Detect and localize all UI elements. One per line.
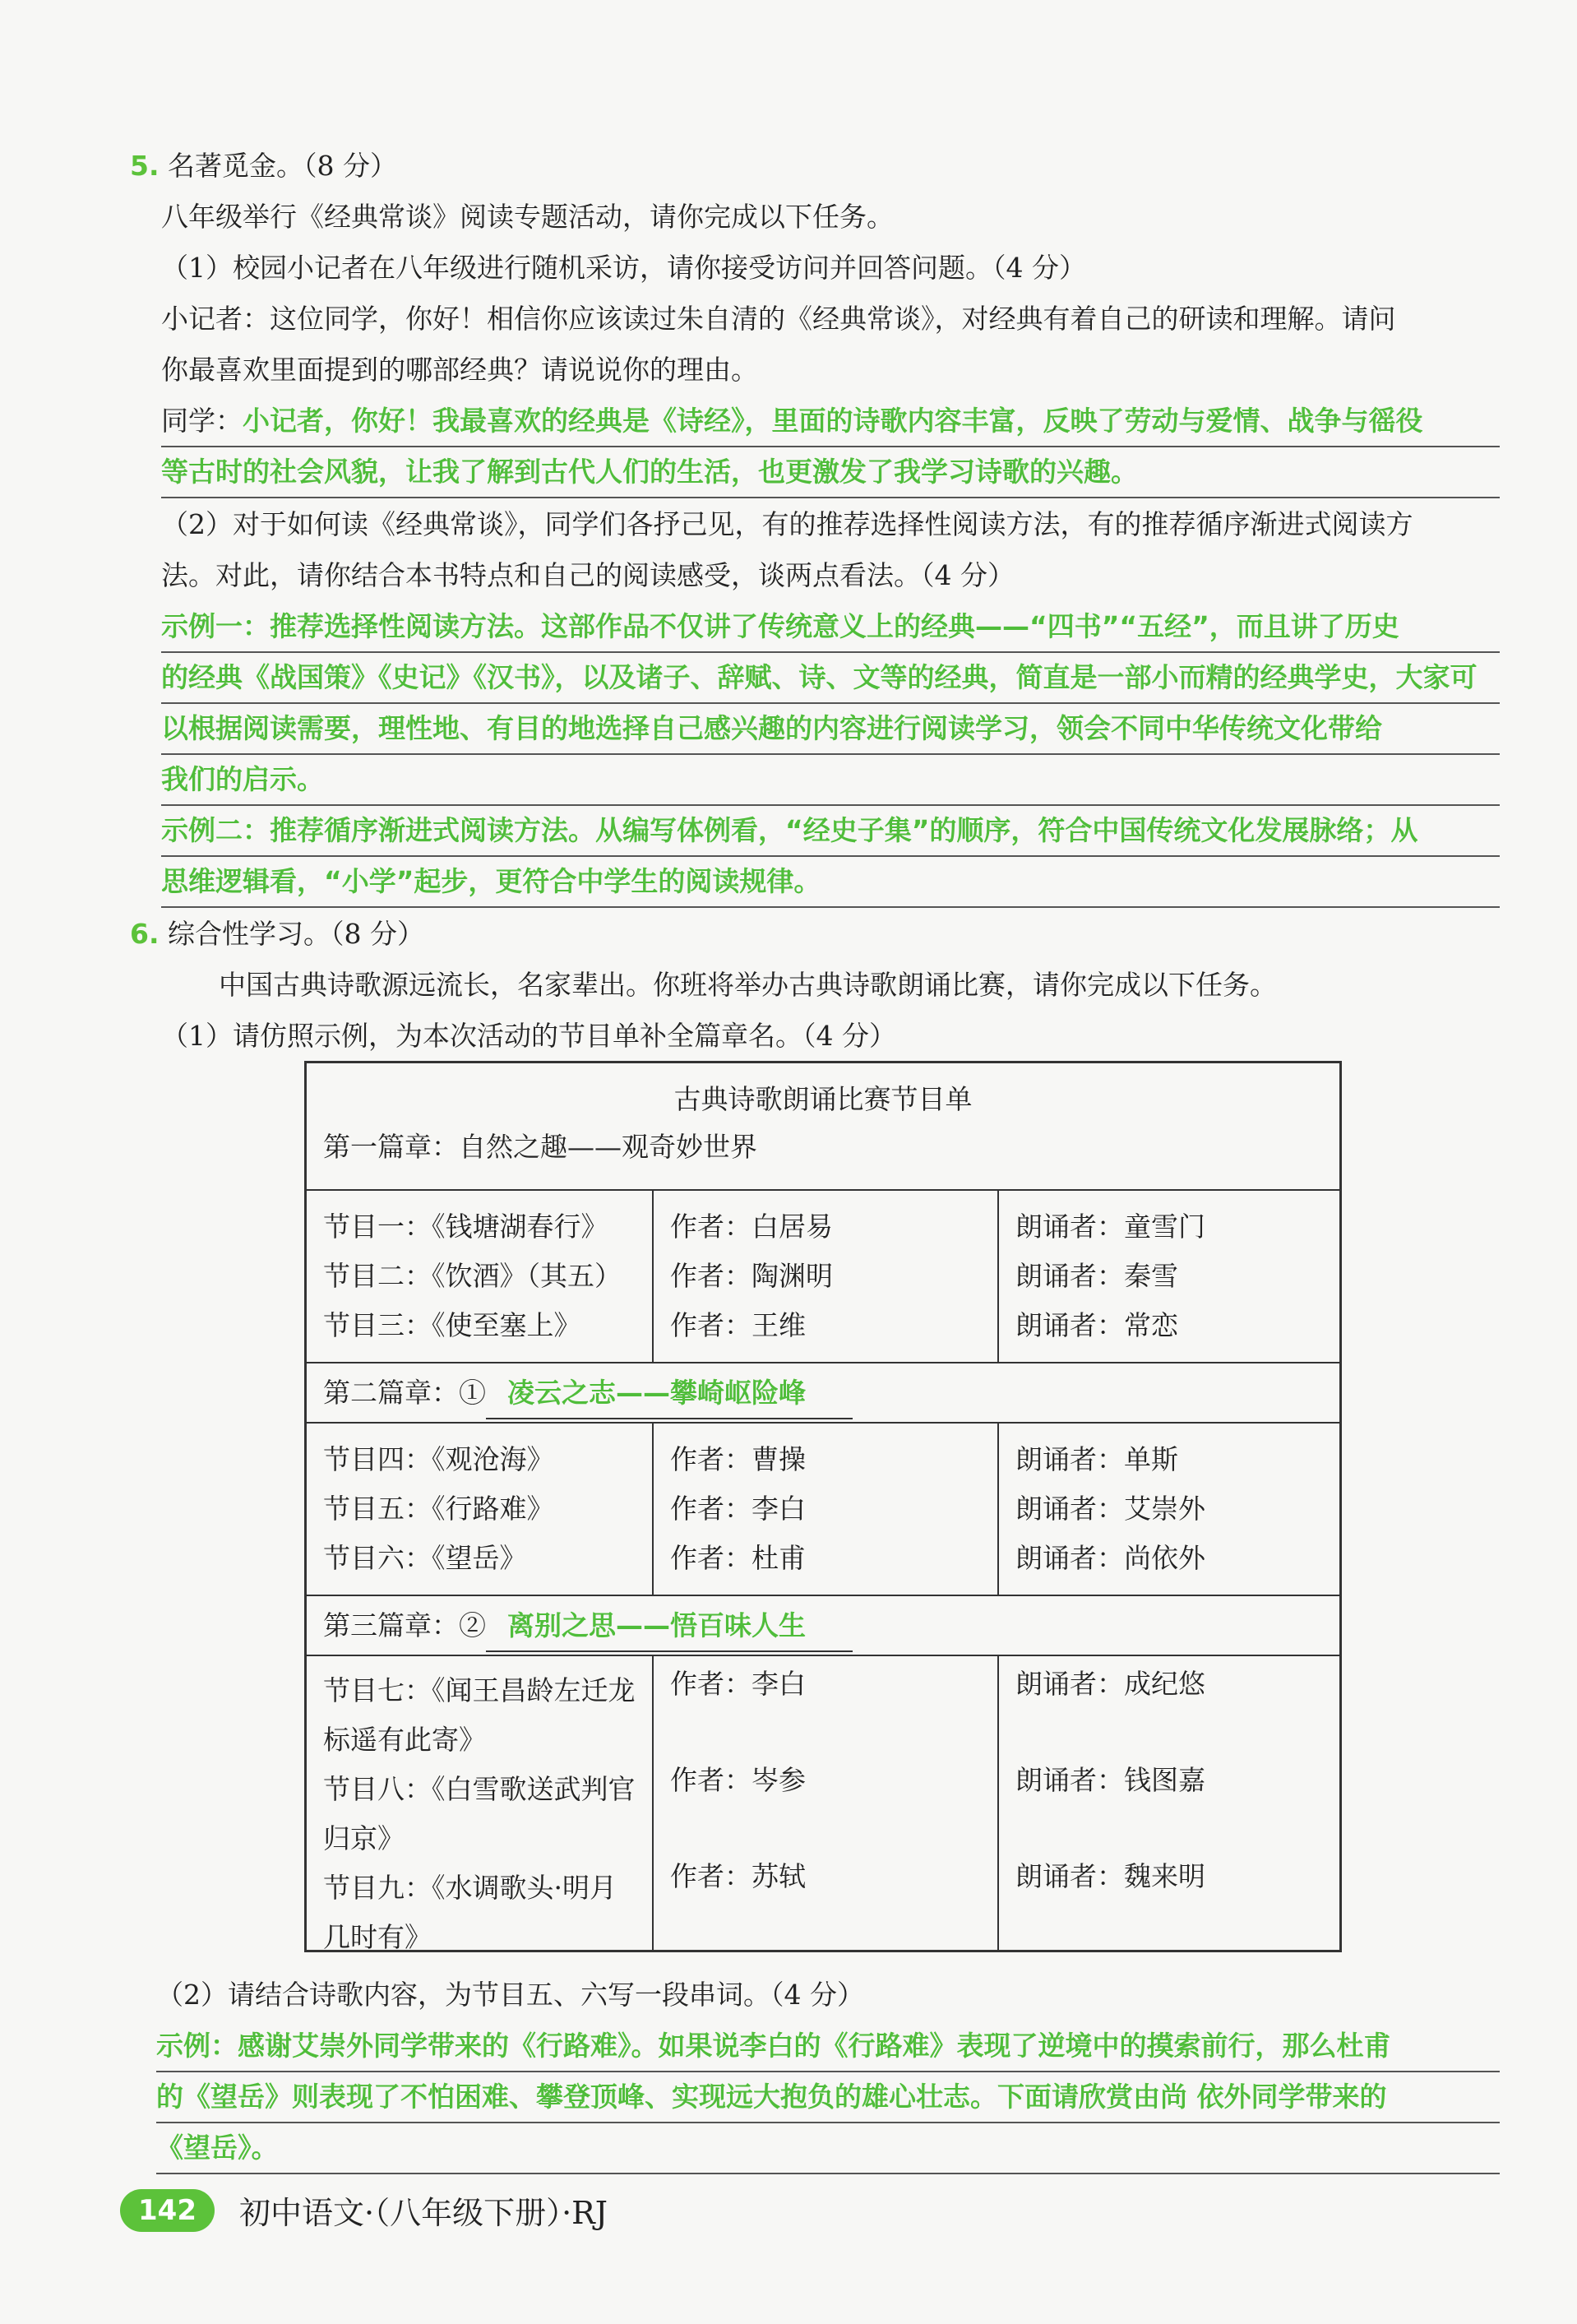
table-group-2	[307, 1424, 1339, 1596]
group1-readers	[997, 1191, 1339, 1362]
q5-ex2-text-1: 示例二：推荐循序渐进式阅读方法。从编写体例看，“经史子集”的顺序，符合中国传统文化发展脉络；从	[161, 814, 1418, 846]
q5-p1-prompt: （1）校园小记者在八年级进行随机采访，请你接受访问并回答问题。（4 分）	[161, 252, 1086, 284]
q5-student-label: 同学：	[161, 405, 243, 437]
q6-intro: 中国古典诗歌源远流长，名家辈出。你班将举办古典诗歌朗诵比赛，请你完成以下任务。	[219, 969, 1277, 1001]
chapter-2	[323, 1368, 853, 1419]
q6-p2-answer-2: 的《望岳》则表现了不怕困难、攀登顶峰、实现远大抱负的雄心壮志。下面请欣赏由尚 依外同学带来的	[156, 2081, 1387, 2113]
table-cell: 作者：白居易	[670, 1211, 833, 1243]
q5-ex1-text-2: 的经典《战国策》《史记》《汉书》，以及诸子、辞赋、诗、文等的经典，简直是一部小而精的经典学史，大家可	[161, 661, 1478, 693]
table-cell: 标遥有此寄》	[323, 1724, 486, 1756]
group2-authors	[652, 1424, 997, 1595]
q5-ex1-line-3	[161, 704, 1500, 755]
chapter-3-answer: 离别之思——悟百味人生	[486, 1601, 853, 1652]
q5-p1-answer-2: 等古时的社会风貌，让我了解到古代人们的生活，也更激发了我学习诗歌的兴趣。	[161, 456, 1138, 488]
table-cell: 朗诵者：常恋	[1015, 1309, 1178, 1341]
chapter-2-answer: 凌云之志——攀崎岖险峰	[486, 1368, 853, 1419]
table-cell: 朗诵者：艾崇外	[1015, 1493, 1205, 1525]
table-cell: 作者：曹操	[670, 1443, 806, 1475]
q5-ex2-line-2	[161, 857, 1500, 908]
table-cell: 节目八：《白雪歌送武判官	[323, 1773, 636, 1805]
table-cell: 作者：王维	[670, 1309, 806, 1341]
chapter-3	[323, 1601, 853, 1652]
q5-ex1-text-4: 我们的启示。	[161, 763, 324, 795]
q5-ex2-line-1	[161, 806, 1500, 857]
q5-heading	[130, 141, 1503, 191]
q6-p2-answer-line-2	[156, 2072, 1500, 2123]
chapter-3-label: 第三篇章：②	[323, 1609, 486, 1641]
table-cell: 节目四：《观沧海》	[323, 1443, 554, 1475]
q6-p2-answer-line-1	[156, 2021, 1500, 2072]
table-cell: 朗诵者：钱图嘉	[1015, 1764, 1205, 1796]
group3-authors	[652, 1656, 997, 1950]
book-title: 初中语文·（八年级下册）·RJ	[238, 2195, 608, 2231]
table-cell: 朗诵者：童雪门	[1015, 1211, 1205, 1243]
chapter-2-label: 第二篇章：①	[323, 1377, 486, 1409]
program-table	[304, 1061, 1342, 1952]
q5-ex1-line-4	[161, 755, 1500, 806]
table-cell: 作者：李白	[670, 1493, 806, 1525]
table-cell: 朗诵者：成纪悠	[1015, 1668, 1205, 1700]
table-cell: 几时有》	[323, 1921, 432, 1953]
table-cell: 节目九：《水调歌头·明月	[323, 1872, 617, 1904]
q6-heading	[130, 910, 1503, 959]
group2-readers	[997, 1424, 1339, 1595]
table-cell: 朗诵者：魏来明	[1015, 1860, 1205, 1892]
table-cell: 朗诵者：单斯	[1015, 1443, 1178, 1475]
page-number: 142	[120, 2189, 215, 2232]
q5-p2-prompt-2: 法。对此，请你结合本书特点和自己的阅读感受，谈两点看法。（4 分）	[161, 559, 1015, 591]
table-cell: 节目六：《望岳》	[323, 1542, 527, 1574]
q5-p1-answer-line-1	[161, 396, 1500, 447]
group1-programs	[307, 1191, 652, 1362]
table-cell: 作者：苏轼	[670, 1860, 806, 1892]
table-cell: 朗诵者：秦雪	[1015, 1260, 1178, 1292]
group3-readers	[997, 1656, 1339, 1950]
chapter-3-row	[307, 1596, 1339, 1656]
q5-reporter-line-1: 小记者：这位同学，你好！相信你应该读过朱自清的《经典常谈》，对经典有着自己的研读和理解。请问	[161, 303, 1396, 335]
group1-authors	[652, 1191, 997, 1362]
q5-p1-answer-line-2	[161, 447, 1500, 498]
table-header	[307, 1063, 1339, 1191]
chapter-2-row	[307, 1363, 1339, 1424]
q5-ex2-text-2: 思维逻辑看，“小学”起步，更符合中学生的阅读规律。	[161, 865, 821, 897]
table-cell: 节目三：《使至塞上》	[323, 1309, 581, 1341]
q6-number: 6.	[130, 918, 160, 950]
q5-ex1-line-2	[161, 653, 1500, 704]
q5-reporter-line-2: 你最喜欢里面提到的哪部经典？请说说你的理由。	[161, 354, 758, 386]
q5-ex1-text-3: 以根据阅读需要，理性地、有目的地选择自己感兴趣的内容进行阅读学习，领会不同中华传统文化带给	[161, 712, 1382, 744]
q6-p1-prompt: （1）请仿照示例，为本次活动的节目单补全篇章名。（4 分）	[161, 1020, 896, 1052]
q5-p1-answer-1: 小记者，你好！我最喜欢的经典是《诗经》，里面的诗歌内容丰富，反映了劳动与爱情、战争与徭役	[243, 405, 1423, 437]
table-cell: 作者：陶渊明	[670, 1260, 833, 1292]
q6-p2-answer-3: 《望岳》。	[156, 2132, 279, 2164]
table-title: 古典诗歌朗诵比赛节目单	[673, 1083, 973, 1115]
q5-p2-prompt-1: （2）对于如何读《经典常谈》，同学们各抒己见，有的推荐选择性阅读方法，有的推荐循序渐进式阅读方	[161, 508, 1413, 540]
table-cell: 节目一：《钱塘湖春行》	[323, 1211, 608, 1243]
table-cell: 朗诵者：尚依外	[1015, 1542, 1205, 1574]
table-cell: 作者：杜甫	[670, 1542, 806, 1574]
group2-programs	[307, 1424, 652, 1595]
table-cell: 作者：李白	[670, 1668, 806, 1700]
q5-number: 5.	[130, 150, 160, 182]
q5-intro: 八年级举行《经典常谈》阅读专题活动，请你完成以下任务。	[161, 201, 894, 233]
q6-title: 综合性学习。（8 分）	[168, 918, 424, 950]
table-cell: 节目五：《行路难》	[323, 1493, 554, 1525]
q6-p2-answer-1: 示例：感谢艾崇外同学带来的《行路难》。如果说李白的《行路难》表现了逆境中的摸索前行，那么杜甫	[156, 2030, 1391, 2062]
q6-p2-prompt: （2）请结合诗歌内容，为节目五、六写一段串词。（4 分）	[156, 1979, 864, 2011]
table-cell: 作者：岑参	[670, 1764, 806, 1796]
page-footer	[120, 2187, 608, 2233]
table-cell: 节目二：《饮酒》（其五）	[323, 1260, 622, 1292]
table-group-1	[307, 1191, 1339, 1363]
q5-ex1-text-1: 示例一：推荐选择性阅读方法。这部作品不仅讲了传统意义上的经典——“四书”“五经”，而且讲了历史	[161, 610, 1399, 642]
q5-ex1-line-1	[161, 602, 1500, 653]
q5-title: 名著觅金。（8 分）	[168, 150, 397, 182]
table-cell: 节目七：《闻王昌龄左迁龙	[323, 1674, 636, 1706]
table-cell: 归京》	[323, 1822, 405, 1854]
table-group-3	[307, 1656, 1339, 1953]
chapter-1: 第一篇章：自然之趣——观奇妙世界	[323, 1131, 757, 1163]
group3-programs	[307, 1656, 652, 1953]
q6-p2-answer-line-3	[156, 2123, 1500, 2174]
